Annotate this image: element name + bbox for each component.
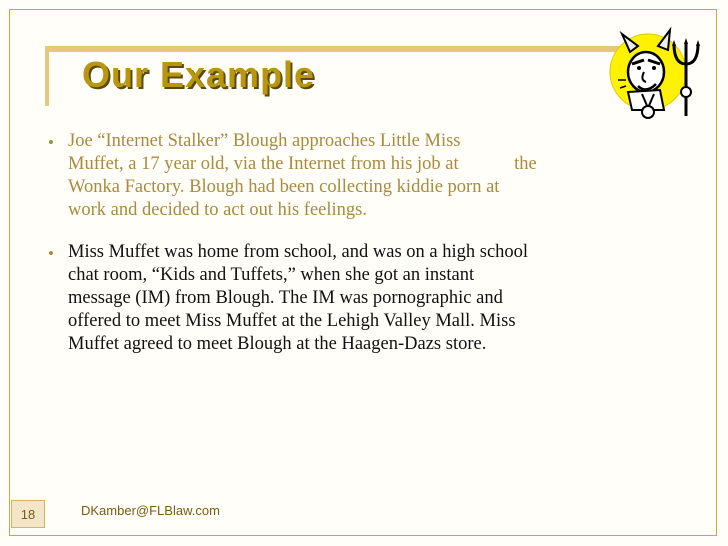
page-number: 18 — [11, 500, 45, 528]
bullet-line: Miss Muffet was home from school, and was on a high school — [68, 242, 529, 262]
bullet-list — [44, 130, 694, 356]
bullet-line: message (IM) from Blough. The IM was pornographic and — [68, 288, 503, 308]
bullet-line: Muffet agreed to meet Blough at the Haagen-Dazs store. — [68, 334, 487, 354]
bullet-item — [44, 130, 694, 222]
devil-cartoon-icon — [608, 20, 703, 120]
footer-email: DKamber@FLBlaw.com — [81, 503, 220, 518]
bullet-line: work and decided to act out his feelings. — [68, 200, 367, 220]
bullet-marker: • — [48, 244, 54, 263]
bullet-line: Muffet, a 17 year old, via the Internet from his job at the — [68, 154, 537, 174]
bullet-line: Joe “Internet Stalker” Blough approaches Little Miss — [68, 131, 461, 151]
bullet-line: chat room, “Kids and Tuffets,” when she got an instant — [68, 265, 475, 285]
bullet-line: Wonka Factory. Blough had been collecting kiddie porn at — [68, 177, 500, 197]
slide-title: Our Example — [82, 54, 316, 95]
bullet-line: offered to meet Miss Muffet at the Lehigh Valley Mall. Miss — [68, 311, 516, 331]
title-side-bar — [45, 46, 49, 106]
bullet-item — [44, 241, 694, 356]
bullet-marker: • — [48, 133, 54, 152]
title-underline-bar — [45, 46, 657, 52]
